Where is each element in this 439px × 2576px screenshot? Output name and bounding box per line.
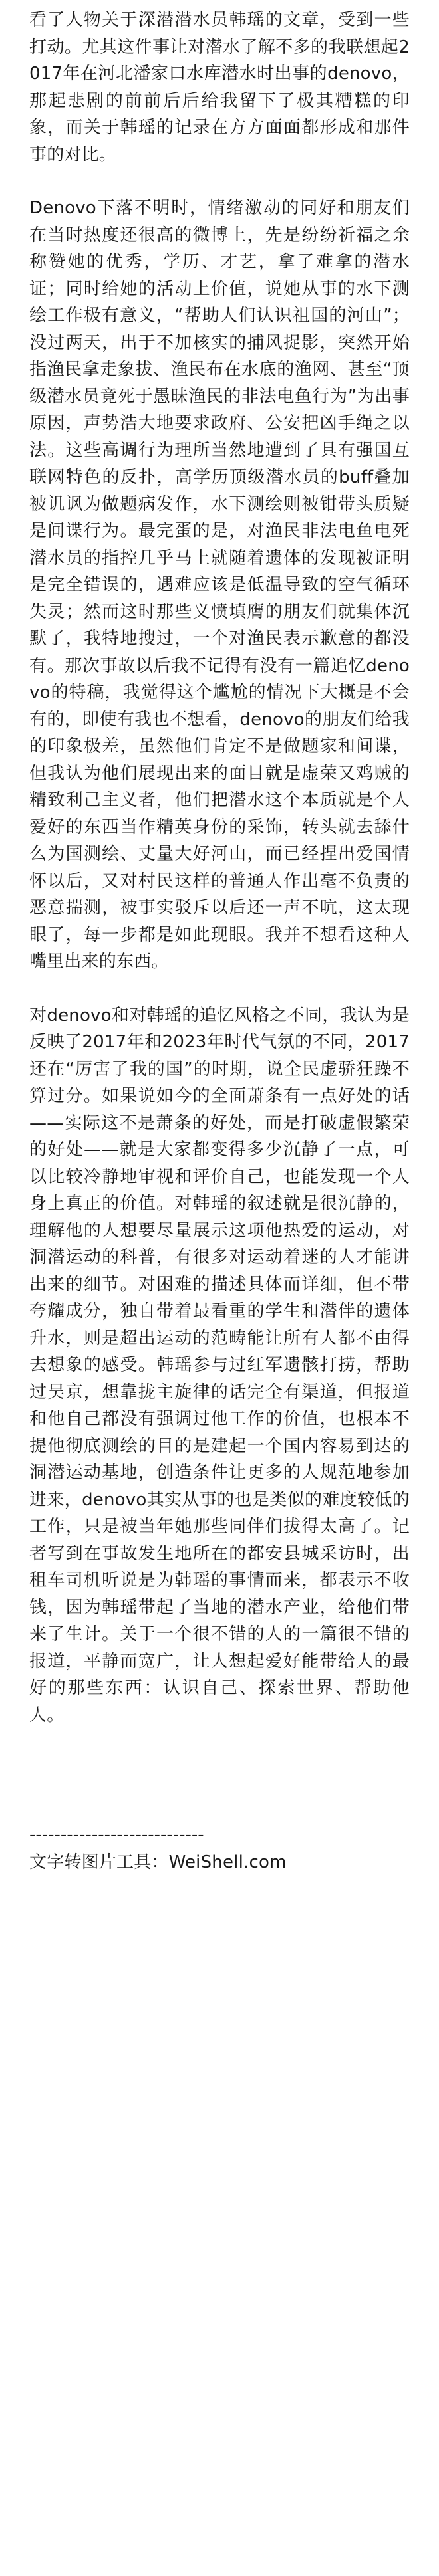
footer-tool-credit: 文字转图片工具：WeiShell.com (29, 1852, 287, 1872)
paragraph-denovo: Denovo下落不明时，情绪激动的同好和朋友们在当时热度还很高的微博上，先是纷纷祈福之余称赞她的优秀，学历、才艺，拿了难拿的潜水证；同时给她的活动上价值，说她从事的水下测绘工作极有意义，“帮助人们认识祖国的河山”；没过两天，出于不加核实的捕风捉影，突然开始指渔民拿走象拔、渔民布在水底的渔网、甚至“顶级潜水员竟死于愚昧渔民的非法电鱼行为”为出事原因，声势浩大地要求政府、公安把凶手绳之以法。这些高调行为理所当然地遭到了具有强国互联网特色的反扑，高学历顶级潜水员的buff叠加被讥讽为做题病发作，水下测绘则被钳带头质疑是间谍行为。最完蛋的是，对渔民非法电鱼电死潜水员的指控几乎马上就随着遗体的发现被证明是完全错误的，遇难应该是低温导致的空气循环失灵；然而这时那些义愤填膺的朋友们就集体沉默了，我特地搜过，一个对渔民表示歉意的都没有。那次事故以后我不记得有没有一篇追忆denovo的特稿，我觉得这个尴尬的情况下大概是不会有的，即使有我也不想看，denovo的朋友们给我的印象极差，虽然他们肯定不是做题家和间谍，但我认为他们展现出来的面目就是虚荣又鸡贼的精致利己主义者，他们把潜水这个本质就是个人爱好的东西当作精英身份的采饰，转头就去舔什么为国测绘、丈量大好河山，而已经捏出爱国情怀以后，又对村民这样的普通人作出毫不负责的恶意揣测，被事实驳斥以后还一声不吭，这太现眼了，每一步都是如此现眼。我并不想看这种人嘴里出来的东西。 (29, 198, 410, 972)
footer-divider: ---------------------------- (29, 1825, 204, 1845)
paragraph-comparison: 对denovo和对韩瑶的追忆风格之不同，我认为是反映了2017年和2023年时代气氛的不同，2017还在“厉害了我的国”的时期，说全民虚骄狂躁不算过分。如果说如今的全面萧条有一点好处的话——实际这不是萧条的好处，而是打破虚假繁荣的好处——就是大家都变得多少沉静了一点，可以比较冷静地审视和评价自己，也能发现一个人身上真正的价值。对韩瑶的叙述就是很沉静的，理解他的人想要尽量展示这项他热爱的运动，对洞潜运动的科普，有很多对运动着迷的人才能讲出来的细节。对困难的描述具体而详细，但不带夸耀成分，独自带着最看重的学生和潜伴的遗体升水，则是超出运动的范畴能让所有人都不由得去想象的感受。韩瑶参与过红军遗骸打捞，帮助过吴京，想靠拢主旋律的话完全有渠道，但报道和他自己都没有强调过他工作的价值，也根本不提他彻底测绘的目的是建起一个国内容易到达的洞潜运动基地，创造条件让更多的人规范地参加进来，denovo其实从事的也是类似的难度较低的工作，只是被当年她那些同伴们拔得太高了。记者写到在事故发生地所在的都安县城采访时，出租车司机听说是为韩瑶的事情而来，都表示不收钱，因为韩瑶带起了当地的潜水产业，给他们带来了生计。关于一个很不错的人的一篇很不错的报道，平静而宽广，让人想起爱好能带给人的最好的那些东西：认识自己、探索世界、帮助他人。 (29, 1005, 410, 1725)
paragraph-intro: 看了人物关于深潜潜水员韩瑶的文章，受到一些打动。尤其这件事让对潜水了解不多的我联想起2017年在河北潘家口水库潜水时出事的denovo，那起悲剧的前前后后给我留下了极其糟糕的印象，而关于韩瑶的记录在方方面面都形成和那件事的对比。 (29, 10, 410, 165)
